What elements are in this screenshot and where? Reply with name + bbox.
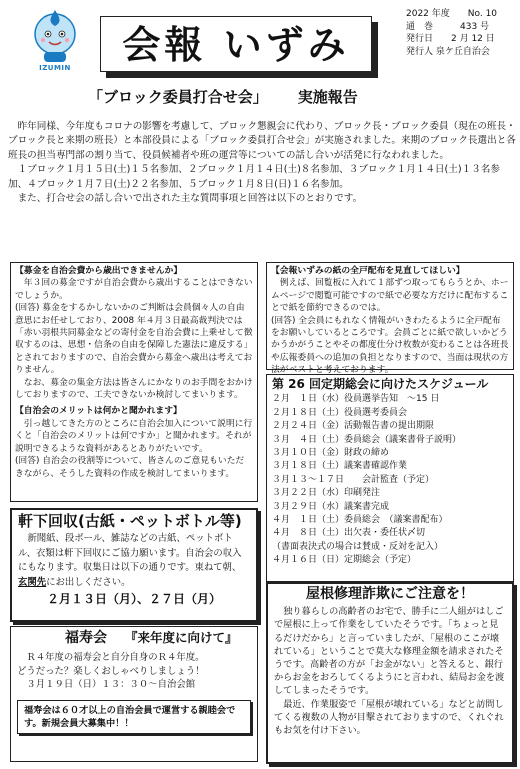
schedule-title: 第 26 回定期総会に向けたスケジュール: [272, 377, 489, 391]
report-title-sub: 実施報告: [297, 88, 358, 106]
schedule-row: ３月１８日（土）議案書確認作業: [272, 461, 408, 472]
fukuju-line: ３月１９日（日）１３：３０～自治会館: [26, 679, 196, 691]
fukuju-line: どうだった？楽しくおしゃべりしましょう！: [17, 665, 205, 677]
schedule-row: ２月 １日（水）役員選挙告知 ～15 日: [272, 394, 440, 405]
nokishita-title: 軒下回収(古紙・ペットボトル等): [18, 512, 242, 530]
qa-question-body: 引っ越してきた方のところに自治会加入について説明に行くと「自治会のメリットは何ですか」と聞かれます。それが説明できるような資料があるとありがたいです。: [15, 418, 253, 454]
yane-title: 屋根修理詐欺にご注意を！: [306, 586, 474, 602]
issue-meta: [406, 8, 518, 58]
nokishita-body-text: 新聞紙、段ボール、雑誌などの古紙、ペットボトル、衣類は軒下回収にご協力願います。自治会の収入にもなります。収集日は以下の通りです。東ねて朝、: [18, 533, 242, 574]
qa-left-box: [10, 262, 258, 502]
schedule-box: [266, 374, 514, 582]
qa-question-body: 年３回の募金ですが自治会費から歳出することはできないでしょうか。: [15, 278, 253, 301]
schedule-row: ３月１３～１７日 会計監査（予定）: [272, 474, 435, 485]
schedule-row: ４月１６日（日）定期総会（予定）: [272, 555, 417, 566]
schedule-row: ３月２９日（水）議案書完成: [272, 501, 390, 512]
yane-paragraph: 最近、作業服姿で「屋根が壊れている」などと訪問してくる複数の人物が目撃されておりますので、くれぐれもお気を付け下さい。: [274, 698, 504, 737]
schedule-row: ４月 ８日（土）出欠表・委任状〆切: [272, 528, 426, 539]
qa-answer-extra: なお、募金の集金方法は皆さんにかなりのお手間をおかけしておりますので、工夫できないか検討してまいります。: [15, 377, 253, 401]
qa-answer-body: (回答) 募金をするかしないかのご判断は会員個々人の自由意思にお任せしており、2008 年４月３日最高裁判決では「赤い羽根共同募金などの寄付金を自治会費に上乗せして徴収するのは、思想・信条の自由を保障した憲法に違反する」とされておりますので、自治会費から募金へ歳出は考えておりません。: [15, 303, 253, 376]
schedule-row: ３月２２日（水）印刷発注: [272, 488, 381, 499]
yane-box: [266, 582, 514, 764]
issue-serial: 通 巻 433 号: [406, 21, 490, 32]
yane-paragraph: 独り暮らしの高齢者のお宅で、勝手に二人組がはしごで屋根に上って作業をしていたそうです。「ちょっと見るだけだから」と言っていましたが、「屋根のここが壊れている」ということで莫大な修理金額を請求されたそうです。高齢者の方が「お金がない」と答えると、銀行からお金をおろしてくるようにと言われ、結局お金を渡してしまったそうです。: [274, 606, 505, 697]
schedule-row: ３月 ４日（土）委員総会（議案書骨子説明）: [272, 434, 462, 445]
qa-question-body: 例えば、回覧板に入れて１部ずつ取ってもらうとか、ホームページで閲覧可能ですので紙で必要な方だけに配布することで紙を節約できるのでは。: [271, 278, 509, 314]
nokishita-body-text: にお出しください。: [46, 576, 131, 588]
mascot-icon: [30, 8, 80, 64]
fukuju-title-text: 福寿会: [65, 630, 107, 646]
masthead: [100, 16, 372, 72]
schedule-list: [272, 393, 508, 567]
qa-question-title: 【募金を自治会費から歳出できませんか】: [15, 266, 183, 276]
intro-paragraph: １ブロック１月１５日(土)１５名参加、２ブロック１月１４日(土)８名参加、３ブロック１月１４日(土)１３名参加、４ブロック１月７日(土)２２名参加、５ブロック１月８日(日)１６名参加。: [8, 164, 500, 190]
fukuju-title: [17, 631, 251, 645]
schedule-row: ４月 １日（土）委員総会 （議案書配布）: [272, 515, 448, 526]
schedule-row: ３月１０日（金）財政の締め: [272, 448, 390, 459]
qa-question-title: 【自治会のメリットは何かと聞かれます】: [15, 406, 182, 417]
fukuju-line: Ｒ４年度の福寿会と自分自身のＲ４年度。: [26, 652, 205, 664]
issue-date: 発行日 2 月 12 日: [406, 34, 495, 44]
schedule-row: （書面表決式の場合は賛成・反対を記入）: [272, 541, 444, 552]
nokishita-body: [18, 532, 250, 590]
intro-paragraph: 昨年同様、今年度もコロナの影響を考慮して、ブロック懇親会に代わり、ブロック長・ブロック委員（現在の班長・ブロック長と来期の班長）と本部役員による「ブロック委員打合せ会」が実施されました。来期のブロック長選出と各班長の担当専門部の割り当て、役員候補者や班の運営等についての話し合いが活発に行なわれました。: [8, 121, 516, 161]
qa-answer-body: (回答) 全会員にもれなく情報がいきわたるように全戸配布をお願いしているところです。会員ごとに紙で欲しいかどうかうかがうことやその都度仕分け枚数が変わることは各班長や広報委員への追加の負担となりますので、当面は現状の方法がベストと考えております。: [271, 315, 509, 376]
fukuju-box: [10, 626, 258, 762]
qa-question-title: 【会報いずみの紙の全戸配布を見直してほしい】: [271, 266, 465, 276]
nokishita-dates: ２月１３日（月）、２７日（月）: [46, 592, 221, 607]
nokishita-body-emphasis: 玄関先: [18, 576, 47, 588]
nokishita-box: [10, 508, 258, 622]
issue-year: 2022 年度 No. 10: [406, 9, 498, 19]
fukuju-note: 福寿会は６０才以上の自治会員で運営する親睦会です。新規会員大募集中！！: [17, 700, 251, 734]
qa-answer-body: (回答) 自治会の役割等について、皆さんのご意見もいただきながら、そうした資料の作成を検討してまいります。: [15, 456, 245, 479]
schedule-row: ２月２４日（金）活動報告書の提出期限: [272, 421, 435, 432]
intro-paragraph: また、打合せ会の話し合いで出された主な質問事項と回答は以下のとおりです。: [17, 193, 363, 205]
report-intro: [8, 120, 516, 206]
fukuju-subtitle: 『来年度に向けて』: [125, 630, 238, 645]
qa-right-box: [266, 262, 514, 376]
mascot-name: IZUMIN: [39, 64, 71, 72]
schedule-row: ２月１８日（土）役員選考委員会: [272, 407, 408, 418]
report-title-main: 「ブロック委員打合せ会」: [88, 88, 268, 106]
issue-publisher: 発行人 泉ケ丘自治会: [406, 46, 490, 57]
masthead-title: 会報 いずみ: [122, 23, 350, 67]
report-title: [88, 88, 478, 108]
